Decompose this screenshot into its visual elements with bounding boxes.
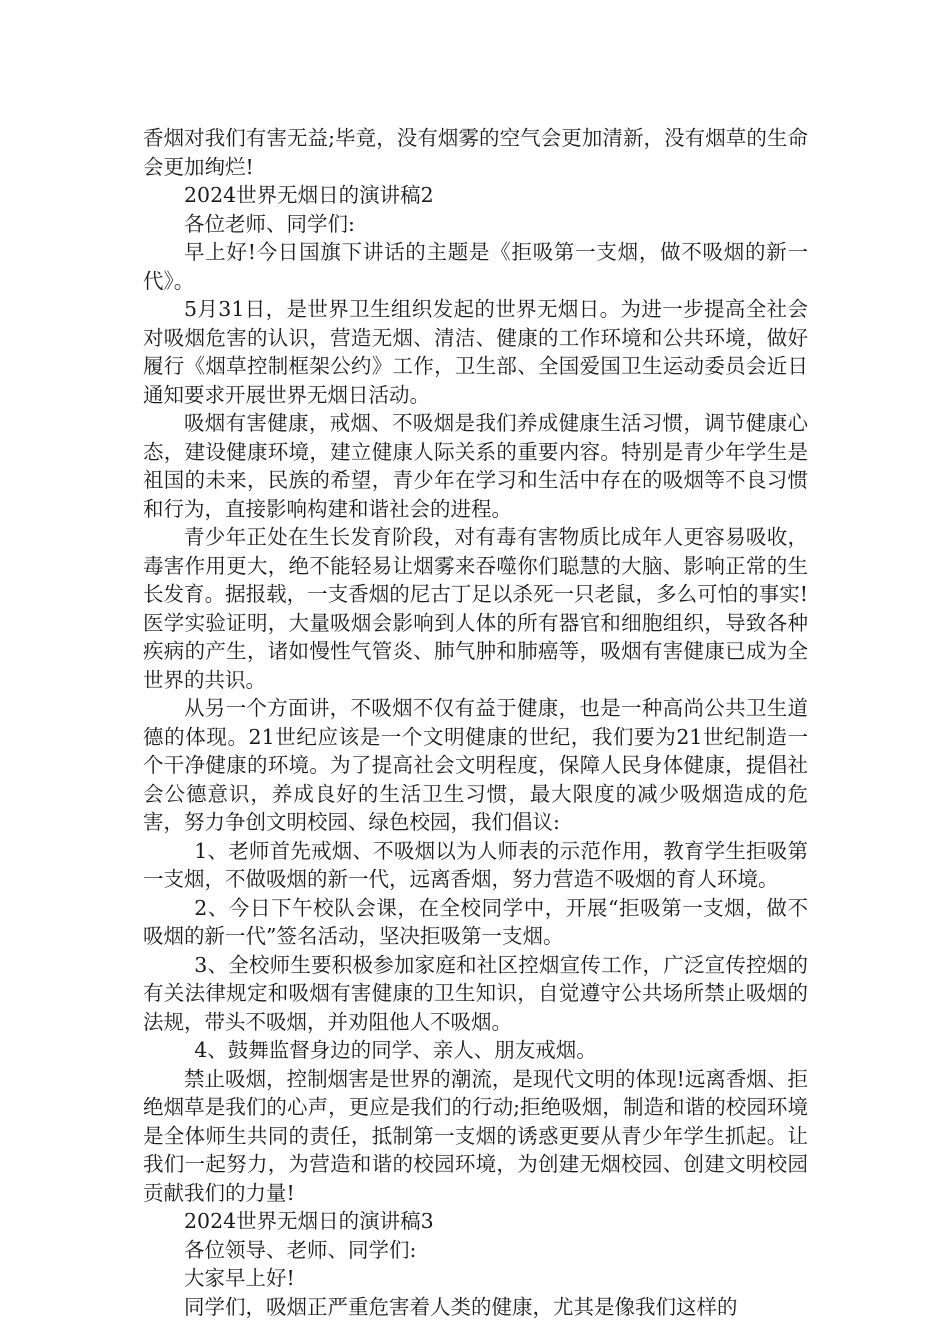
paragraph: 同学们，吸烟正严重危害着人类的健康，尤其是像我们这样的 [184,1294,738,1319]
paragraph: 青少年正处在生长发育阶段，对有毒有害物质比成年人更容易吸收，毒害作用更大，绝不能轻易让烟雾来吞噬你们聪慧的大脑、影响正常的生长发育。据报载，一支香烟的尼古丁足以杀死一只老鼠，多么可怕的事实!医学实验证明，大量吸烟会影响到人体的所有器官和细胞组织，导致各种疾病的产生，诸如慢性气管炎、肺气肿和肺癌等，吸烟有害健康已成为全世界的共识。 [143,525,808,692]
speech-3-title: 2024世界无烟日的演讲稿3 [184,1209,434,1233]
paragraph: 禁止吸烟，控制烟害是世界的潮流，是现代文明的体现!远离香烟、拒绝烟草是我们的心声，更应是我们的行动;拒绝吸烟，制造和谐的校园环境是全体师生共同的责任，抵制第一支烟的诱惑更要从青少年学生抓起。让我们一起努力，为营造和谐的校园环境，为创建无烟校园、创建文明校园贡献我们的力量! [143,1066,808,1205]
paragraph: 吸烟有害健康，戒烟、不吸烟是我们养成健康生活习惯，调节健康心态，建设健康环境，建立健康人际关系的重要内容。特别是青少年学生是祖国的未来，民族的希望，青少年在学习和生活中存在的吸烟等不良习惯和行为，直接影响构建和谐社会的进程。 [143,411,808,521]
speech-3-salutation: 各位领导、老师、同学们: [184,1237,417,1262]
speech-3-greeting: 大家早上好! [184,1266,295,1290]
speech-2-title: 2024世界无烟日的演讲稿2 [184,183,434,207]
speech-2-salutation: 各位老师、同学们: [184,211,355,236]
list-item: 2、今日下午校队会课，在全校同学中，开展“拒吸第一支烟，做不吸烟的新一代”签名活动，坚决拒吸第一支烟。 [143,895,808,948]
paragraph: 从另一个方面讲，不吸烟不仅有益于健康，也是一种高尚公共卫生道德的体现。21世纪应该是一个文明健康的世纪，我们要为21世纪制造一个干净健康的环境。为了提高社会文明程度，保障人民身体健康，提倡社会公德意识，养成良好的生活卫生习惯，最大限度的减少吸烟造成的危害，努力争创文明校园、绿色校园，我们倡议: [143,696,808,834]
document-page [143,124,808,1321]
list-item: 1、老师首先戒烟、不吸烟以为人师表的示范作用，教育学生拒吸第一支烟，不做吸烟的新一代，远离香烟，努力营造不吸烟的育人环境。 [143,838,808,891]
list-item: 4、鼓舞监督身边的同学、亲人、朋友戒烟。 [194,1038,597,1062]
paragraph: 5月31日，是世界卫生组织发起的世界无烟日。为进一步提高全社会对吸烟危害的认识，营造无烟、清洁、健康的工作环境和公共环境，做好履行《烟草控制框架公约》工作，卫生部、全国爱国卫生运动委员会近日通知要求开展世界无烟日活动。 [143,297,808,407]
paragraph-continuation: 香烟对我们有害无益;毕竟，没有烟雾的空气会更加清新，没有烟草的生命会更加绚烂! [143,126,808,179]
list-item: 3、全校师生要积极参加家庭和社区控烟宣传工作，广泛宣传控烟的有关法律规定和吸烟有害健康的卫生知识，自觉遵守公共场所禁止吸烟的法规，带头不吸烟，并劝阻他人不吸烟。 [143,952,808,1034]
speech-2-greeting: 早上好!今日国旗下讲话的主题是《拒吸第一支烟，做不吸烟的新一代》。 [143,240,808,293]
